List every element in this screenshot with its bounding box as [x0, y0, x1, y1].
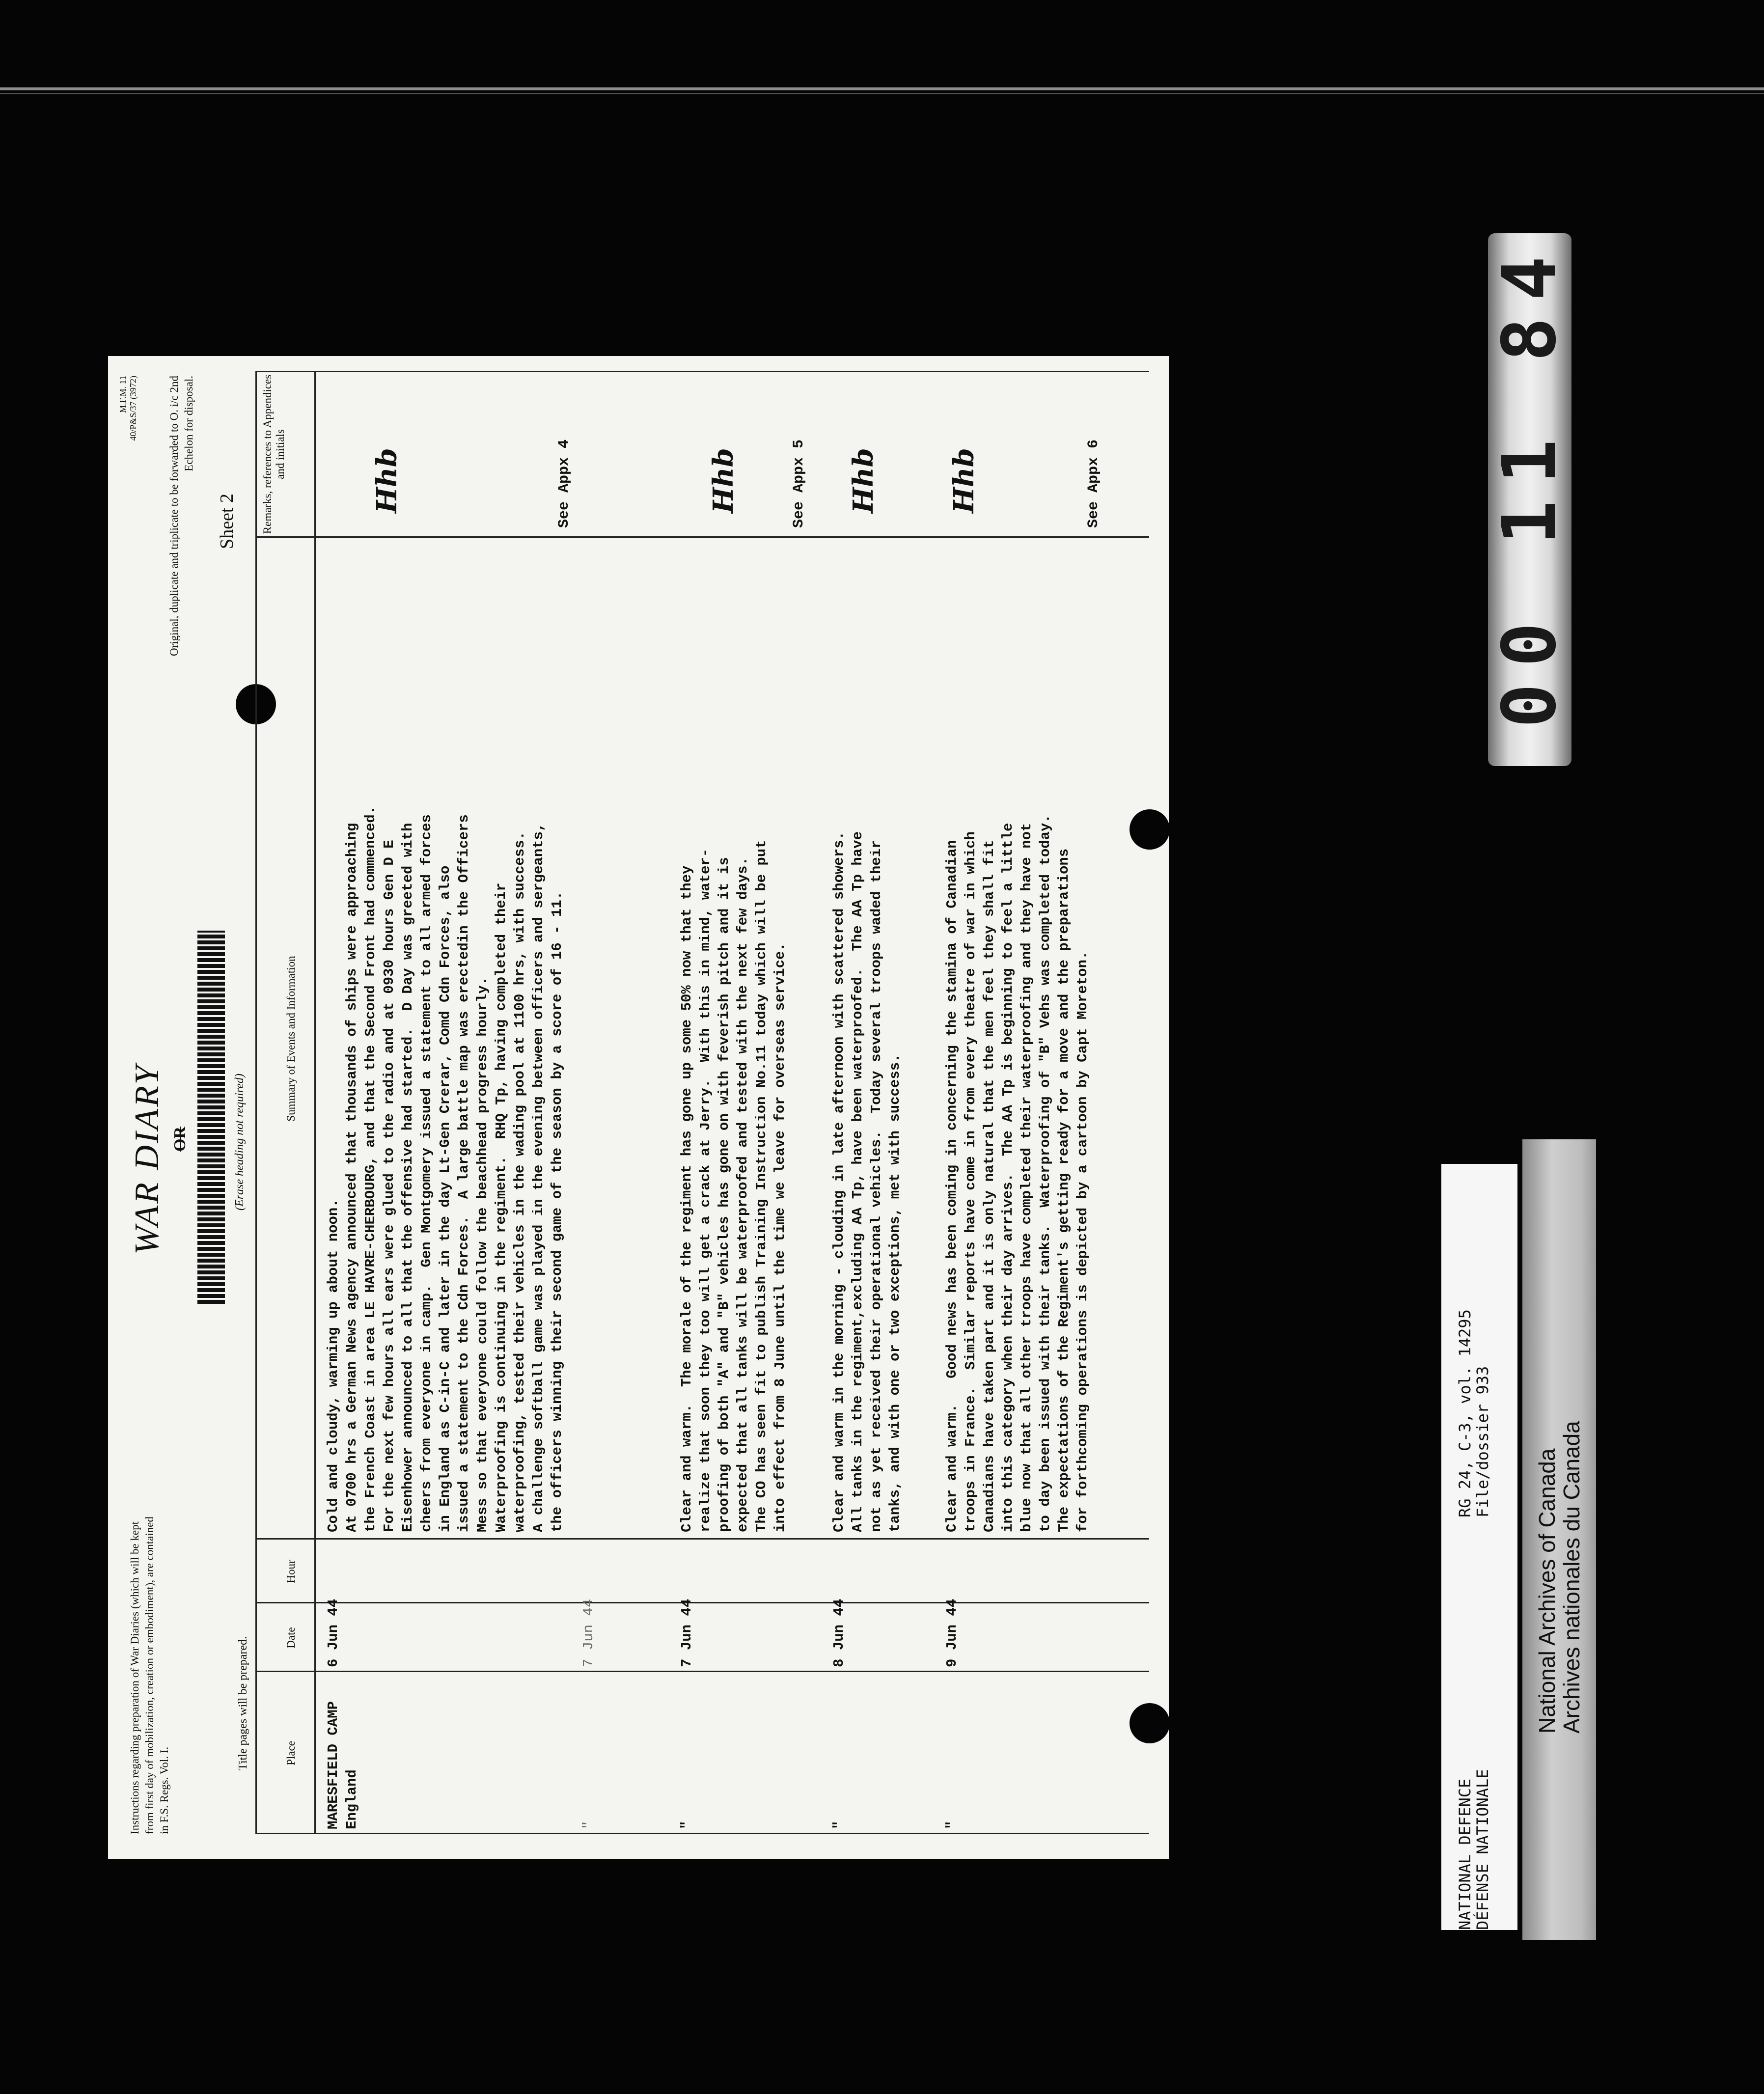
col-header-date: Date — [285, 1627, 297, 1649]
document-title: WAR DIARY — [128, 1063, 166, 1255]
col-divider-hour — [255, 1538, 1149, 1540]
entry-place: MARESFIELD CAMP England — [325, 1701, 360, 1829]
entry-place: " — [944, 1820, 960, 1829]
initials-signature: Hhb — [847, 448, 880, 513]
or-word: OR — [171, 1127, 189, 1152]
record-group-ref: RG 24, C-3, vol. 14295 — [1456, 1309, 1474, 1517]
entry-place: " — [679, 1820, 695, 1829]
entry-date: 6 Jun 44 — [325, 1598, 341, 1667]
form-number — [118, 376, 138, 441]
national-defence-block — [1456, 1769, 1491, 1930]
entry-remark: See Appx 6 — [1085, 439, 1102, 528]
instructions-text: Instructions regarding preparation of War Diaries (which will be kept from first day of mobilization, creation or embodiment), are contained in F.S. Regs. Vol. I. — [129, 1516, 170, 1834]
erase-heading-note: (Erase heading not required) — [233, 1074, 246, 1211]
original-duplicate-note: Original, duplicate and triplicate to be forwarded to O. i/c 2nd Echelon for disposal. — [168, 376, 195, 656]
entry-summary: Cold and cloudy, warming up about noon. At 0700 hrs a German News agency announced that thousands of ships were approaching the French Coast in area LE HAVRE-CHERBOURG, and that the Second Front had commenced. For the next few hours all ears were glued to the radio and at 0930 hours Gen D E Eisenhower announced to all that the offensive had started. D Day was greeted with cheers from everyone in camp. Gen Montgomery issued a statement to all armed forces in England as C-in-C and later in the day Lt-Gen Crerar, Comd Cdn Forces, also issued a statement to the Cdn Forces. A large battle map was erectedin the Officers Mess so that everyone could follow the beachhead progress hourly. Waterproofing is continuing in the regiment. RHQ Tp, having completed their waterproofing, tested their vehicles in the wading pool at 1100 hrs, with success. A challenge softball game was played in the evening between officers and sergeants, the officers winning their second game of the season by a score of 16 - 11. — [325, 805, 565, 1532]
archives-name-en: National Archives of Canada — [1534, 1448, 1560, 1734]
archives-name-fr: Archives nationales du Canada — [1559, 1421, 1584, 1734]
erased-heading — [197, 931, 225, 1304]
record-group-block — [1456, 1309, 1491, 1517]
entry-remark: See Appx 5 — [791, 439, 807, 528]
defense-nationale-line: DÉFENSE NATIONALE — [1473, 1769, 1492, 1930]
diary-table — [255, 371, 1149, 1834]
initials-signature: Hhb — [948, 448, 980, 513]
form-code-line: 40/P&S/37 (3972) — [128, 376, 138, 441]
header-row-divider — [314, 371, 316, 1834]
faded-entry-date: 7 Jun 44 — [580, 1598, 597, 1667]
form-number-line: M.F.M. 11 — [118, 376, 128, 413]
scanner-top-rule — [0, 87, 1764, 90]
col-divider-place — [255, 1671, 1149, 1672]
sheet-number: Sheet 2 — [217, 494, 237, 549]
entry-place: " — [831, 1820, 847, 1829]
entry-date: 8 Jun 44 — [831, 1598, 847, 1667]
national-defence-line: NATIONAL DEFENCE — [1456, 1778, 1474, 1930]
col-divider-date — [255, 1602, 1149, 1603]
archives-name-block — [1535, 1421, 1584, 1734]
initials-signature: Hhb — [371, 448, 403, 513]
title-pages-note: Title pages will be prepared. — [237, 1636, 249, 1770]
col-divider-summary — [255, 536, 1149, 538]
faded-entry-place: " — [580, 1820, 597, 1829]
col-header-remarks: Remarks, references to Appendices and initials — [261, 374, 286, 534]
table-border-top — [255, 371, 257, 1834]
frame-counter-digits: 00 11 84 — [1487, 239, 1572, 728]
col-header-hour: Hour — [285, 1560, 297, 1583]
entry-date: 7 Jun 44 — [679, 1598, 695, 1667]
scanner-top-rule-shadow — [0, 93, 1764, 94]
table-border-right — [255, 371, 1149, 372]
entry-summary: Clear and warm. The morale of the regiment has gone up some 50% now that they realize that soon they too will get a crack at Jerry. With this in mind, water- proofing of both "A" and "B" vehicles has gone on with feverish pitch and it is expected that all tanks will be waterproofed and tested with the next few days. The CO has seen fit to publish Training Instruction No.11 today which will be put into effect from 8 June until the time we leave for overseas service. — [679, 840, 788, 1532]
initials-signature: Hhb — [707, 448, 740, 513]
entry-remark: See Appx 4 — [556, 439, 573, 528]
col-header-place: Place — [285, 1741, 297, 1765]
entry-summary: Clear and warm in the morning - clouding in late afternoon with scattered showers. All tanks in the regiment,excluding AA Tp, have been waterproofed. The AA Tp have not as yet received their operational vehicles. Today several troops waded their tanks, and with one or two exceptions, met with success. — [831, 831, 903, 1532]
col-header-summary: Summary of Events and Information — [285, 956, 297, 1122]
war-diary-page — [108, 356, 1169, 1859]
table-border-left — [255, 1833, 1149, 1834]
entry-summary: Clear and warm. Good news has been coming in concerning the stamina of Canadian troops in France. Similar reports have come in from every theatre of war in which Canadians have taken part and it is only natural that the men feel they shall fit into this category when their day arrives. The AA Tp is beginning to feel a little blue now that all other troops have completed their waterproofing and they have not to day been issued with their tanks. Waterproofing of "B" Vehs was completed today. The expectations of the Regiment's getting ready for a move and the preparations for forthcoming operations is depicted by a cartoon by Capt Moreton. — [944, 814, 1091, 1532]
entry-date: 9 Jun 44 — [944, 1598, 960, 1667]
file-dossier-ref: File/dossier 933 — [1473, 1366, 1492, 1517]
